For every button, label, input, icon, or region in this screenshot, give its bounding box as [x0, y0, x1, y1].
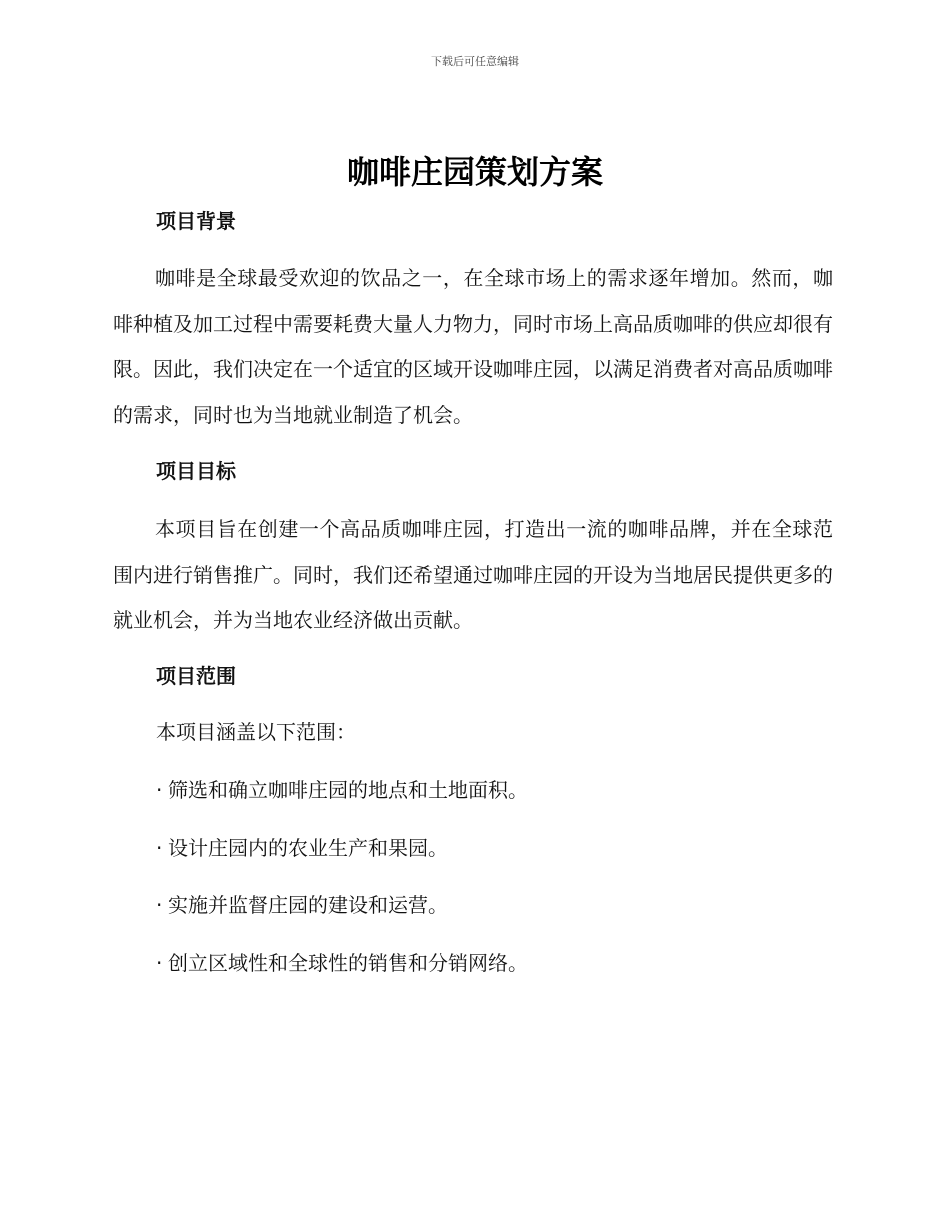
bullet-symbol: ·	[156, 778, 163, 802]
bullet-symbol: ·	[156, 893, 163, 917]
section-heading-scope: 项目范围	[156, 664, 236, 688]
list-item-text: 实施并监督庄园的建设和运营。	[168, 893, 448, 917]
paragraph-goals: 本项目旨在创建一个高品质咖啡庄园，打造出一流的咖啡品牌，并在全球范围内进行销售推广。同时，我们还希望通过咖啡庄园的开设为当地居民提供更多的就业机会，并为当地农业经济做出贡献。	[113, 517, 833, 632]
bullet-symbol: ·	[156, 836, 163, 860]
section-heading-background: 项目背景	[156, 209, 236, 233]
list-item-text: 设计庄园内的农业生产和果园。	[168, 836, 448, 860]
list-item	[156, 776, 528, 804]
document-title: 咖啡庄园策划方案	[346, 153, 603, 191]
list-item-text: 筛选和确立咖啡庄园的地点和土地面积。	[168, 778, 528, 802]
list-item-text: 创立区域性和全球性的销售和分销网络。	[168, 951, 528, 975]
paragraph-background: 咖啡是全球最受欢迎的饮品之一，在全球市场上的需求逐年增加。然而，咖啡种植及加工过程中需要耗费大量人力物力，同时市场上高品质咖啡的供应却很有限。因此，我们决定在一个适宜的区域开设咖啡庄园，以满足消费者对高品质咖啡的需求，同时也为当地就业制造了机会。	[113, 266, 833, 427]
bullet-symbol: ·	[156, 951, 163, 975]
list-item	[156, 891, 448, 919]
section-heading-goals: 项目目标	[156, 459, 236, 483]
scope-intro: 本项目涵盖以下范围：	[156, 720, 356, 744]
list-item	[156, 949, 528, 977]
list-item	[156, 834, 448, 862]
header-note: 下载后可任意编辑	[431, 55, 519, 68]
